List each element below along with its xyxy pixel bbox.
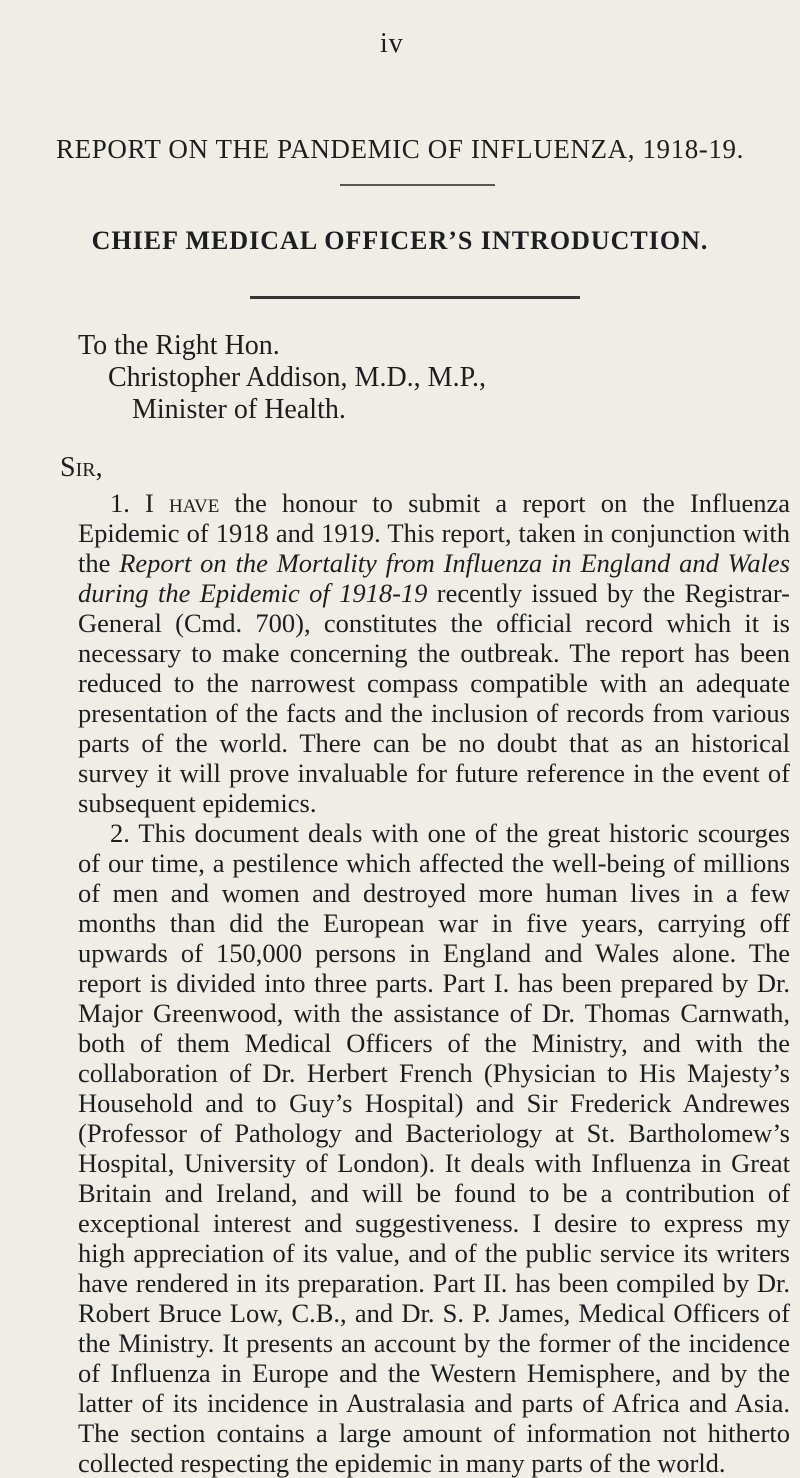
paragraph-1-text-b: recently issued by the Registrar-General (Cmd. 700), constitutes the official record which it is necessary to make concerning the outbreak. The report has been reduced to the narrowest compass compatible with an adequate presentation of the facts and the inclusion of records from various parts of the world. There can be no doubt that as an historical survey it will prove invaluable for future reference in the event of subsequent epidemics.	[78, 578, 790, 818]
addressee-line-1: To the Right Hon.	[78, 330, 280, 361]
page-number: iv	[380, 28, 404, 59]
section-title: CHIEF MEDICAL OFFICER’S INTRODUCTION.	[91, 226, 709, 255]
paragraph-1-lead: I have	[145, 488, 220, 518]
addressee-line-2: Christopher Addison, M.D., M.P.,	[108, 362, 487, 393]
paragraph-2-text: This document deals with one of the great historic scourges of our time, a pestilence which affected the well-being of millions of men and women and destroyed more human lives in a few months than did the European war in five years, carrying off upwards of 150,000 persons in England and Wales alone. The report is divided into three parts. Part I. has been prepared by Dr. Major Greenwood, with the assistance of Dr. Thomas Carnwath, both of them Medical Officers of the Ministry, and with the collaboration of Dr. Herbert French (Physician to His Majesty’s Household and to Guy’s Hospital) and Sir Frederick Andrewes (Professor of Pathology and Bacteriology at St. Bartholomew’s Hospital, University of London). It deals with Influenza in Great Britain and Ireland, and will be found to be a contribution of exceptional interest and suggestiveness. I desire to express my high appreciation of its value, and of the public service its writers have rendered in its preparation. Part II. has been compiled by Dr. Robert Bruce Low, C.B., and Dr. S. P. James, Medical Officers of the Ministry. It presents an account by the former of the incidence of Influenza in Europe and the Western Hemisphere, and by the latter of its incidence in Australasia and parts of Africa and Asia. The section contains a large amount of information not hitherto collected respecting the epidemic in many parts of the world.	[78, 818, 790, 1478]
paragraph-1-number: 1.	[110, 488, 130, 518]
report-title: REPORT ON THE PANDEMIC OF INFLUENZA, 1918-19.	[56, 134, 744, 164]
salutation: Sir,	[60, 452, 103, 483]
body-text	[78, 488, 790, 1478]
paragraph-1-text-a: the honour to submit a report on the Influenza Epidemic of 1918 and 1919. This report, taken in conjunction with the	[78, 488, 790, 578]
title-divider	[340, 184, 495, 186]
addressee-block	[78, 330, 486, 426]
paragraph-2-number: 2.	[110, 818, 130, 848]
paragraph-2	[78, 818, 790, 1478]
paragraph-1	[78, 488, 790, 818]
section-divider	[250, 296, 580, 299]
paragraph-1-italic-reference: Report on the Mortality from Influenza in England and Wales during the Epidemic of 1918-19	[78, 548, 791, 608]
addressee-line-3: Minister of Health.	[132, 394, 346, 425]
